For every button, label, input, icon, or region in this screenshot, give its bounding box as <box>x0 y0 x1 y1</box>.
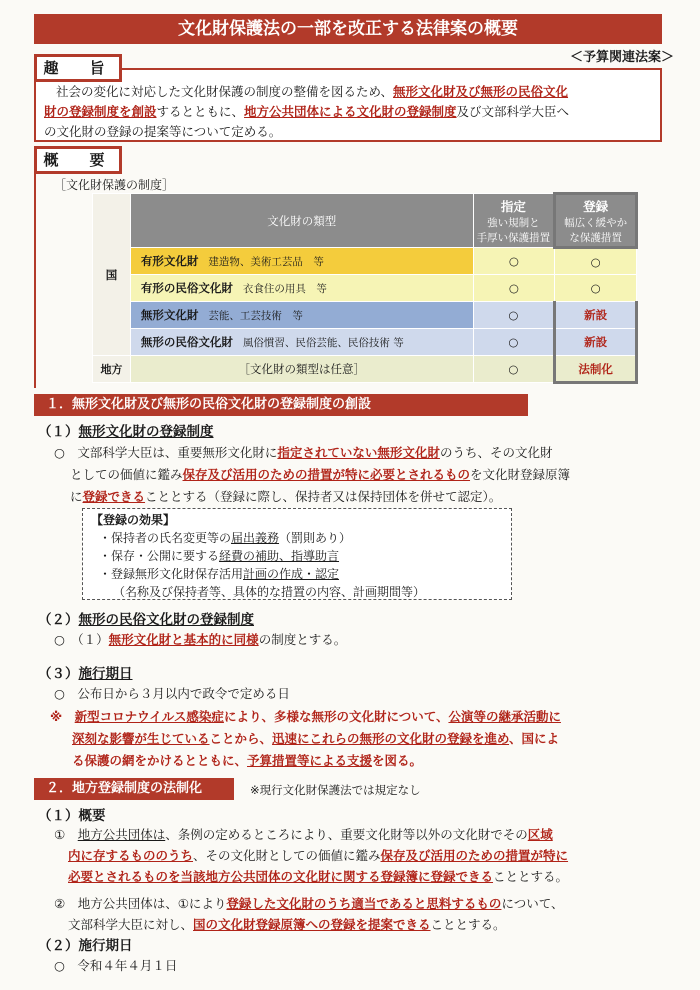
table-caption: ［文化財保護の制度］ <box>54 178 175 192</box>
section-2-1-heading: （１）概要 <box>38 808 106 824</box>
covid-note: ※ 新型コロナウイルス感染症により、多様な無形の文化財について、公演等の継承活動に 深刻な影響が生じていることから、迅速にこれらの無形の文化財の登録を進め、国によ る保護の網をかけるとともに、予算措置等による支援を図る。 <box>50 709 561 768</box>
header-type: 文化財の類型 <box>130 194 473 248</box>
table-row-local: 地方 ［文化財の類型は任意］ ○ 法制化 <box>93 356 637 383</box>
section-1-3-heading: （３）施行期日 <box>38 666 133 682</box>
header-designation: 指定 強い規制と 手厚い保護措置 <box>473 194 555 248</box>
section-1-2-text: ○ （１）無形文化財と基本的に同様の制度とする。 <box>54 632 347 647</box>
side-label-local: 地方 <box>93 356 131 383</box>
bill-type-label: ＜予算関連法案＞ <box>569 50 674 65</box>
overview-label: 概 要 <box>34 146 122 174</box>
section-2-1-text: ① 地方公共団体は、条例の定めるところにより、重要文化財等以外の文化財でその区域 内に存するもののうち、その文化財としての価値に鑑み保存及び活用のための措置が特に 必要とされるものを当該地方公共団体の文化財に関する登録簿に登録できることとする。 ② 地方公共団体は、①により登録した文化財のうち適当であると思料するものについて、 文部科学大臣に対し、国の文化財登録原簿への登録を提案できることとする。 <box>54 827 569 932</box>
header-registration: 登録 幅広く緩やか な保護措置 <box>555 194 637 248</box>
section-1-1-heading: （１）無形文化財の登録制度 <box>38 424 214 440</box>
section-1-2-heading: （２）無形の民俗文化財の登録制度 <box>38 612 254 628</box>
section-1-bar: １．無形文化財及び無形の民俗文化財の登録制度の創設 <box>34 394 528 416</box>
table-row: 無形の民俗文化財 風俗慣習、民俗芸能、民俗技術 等 ○ 新設 <box>93 329 637 356</box>
section-2-note: ※現行文化財保護法では規定なし <box>250 783 421 797</box>
section-1-3-text: ○ 公布日から３月以内で政令で定める日 <box>54 686 290 701</box>
overview-left-rule <box>34 172 36 388</box>
section-2-2-text: ○ 令和４年４月１日 <box>54 958 178 973</box>
table-row: 有形文化財 建造物、美術工芸品 等 ○ ○ <box>93 248 637 275</box>
table-row: 有形の民俗文化財 衣食住の用具 等 ○ ○ <box>93 275 637 302</box>
table-row: 無形文化財 芸能、工芸技術 等 ○ 新設 <box>93 302 637 329</box>
purpose-label: 趣 旨 <box>34 54 122 82</box>
page-title: 文化財保護法の一部を改正する法律案の概要 <box>34 14 662 44</box>
purpose-text: 社会の変化に対応した文化財保護の制度の整備を図るため、無形文化財及び無形の民俗文化 財の登録制度を創設するとともに、地方公共団体による文化財の登録制度及び文部科学大臣へ の文化財の登録の提案等について定める。 <box>44 84 570 139</box>
section-2-bar: ２．地方登録制度の法制化 <box>34 778 234 800</box>
section-2-2-heading: （２）施行期日 <box>38 938 133 954</box>
protection-system-table <box>92 192 638 384</box>
section-1-1-text: ○ 文部科学大臣は、重要無形文化財に指定されていない無形文化財のうち、その文化財 としての価値に鑑み保存及び活用のための措置が特に必要とされるものを文化財登録原簿 に登録できることとする（登録に際し、保持者又は保持団体を併せて認定）。 <box>54 445 571 504</box>
side-label-national: 国 <box>93 194 131 356</box>
registration-effects-box: 【登録の効果】 ・保持者の氏名変更等の届出義務（罰則あり） ・保存・公開に要する経費の補助、指導助言 ・登録無形文化財保存活用計画の作成・認定 （名称及び保持者等、具体的な措置の内容、計画期間等） <box>82 508 512 600</box>
